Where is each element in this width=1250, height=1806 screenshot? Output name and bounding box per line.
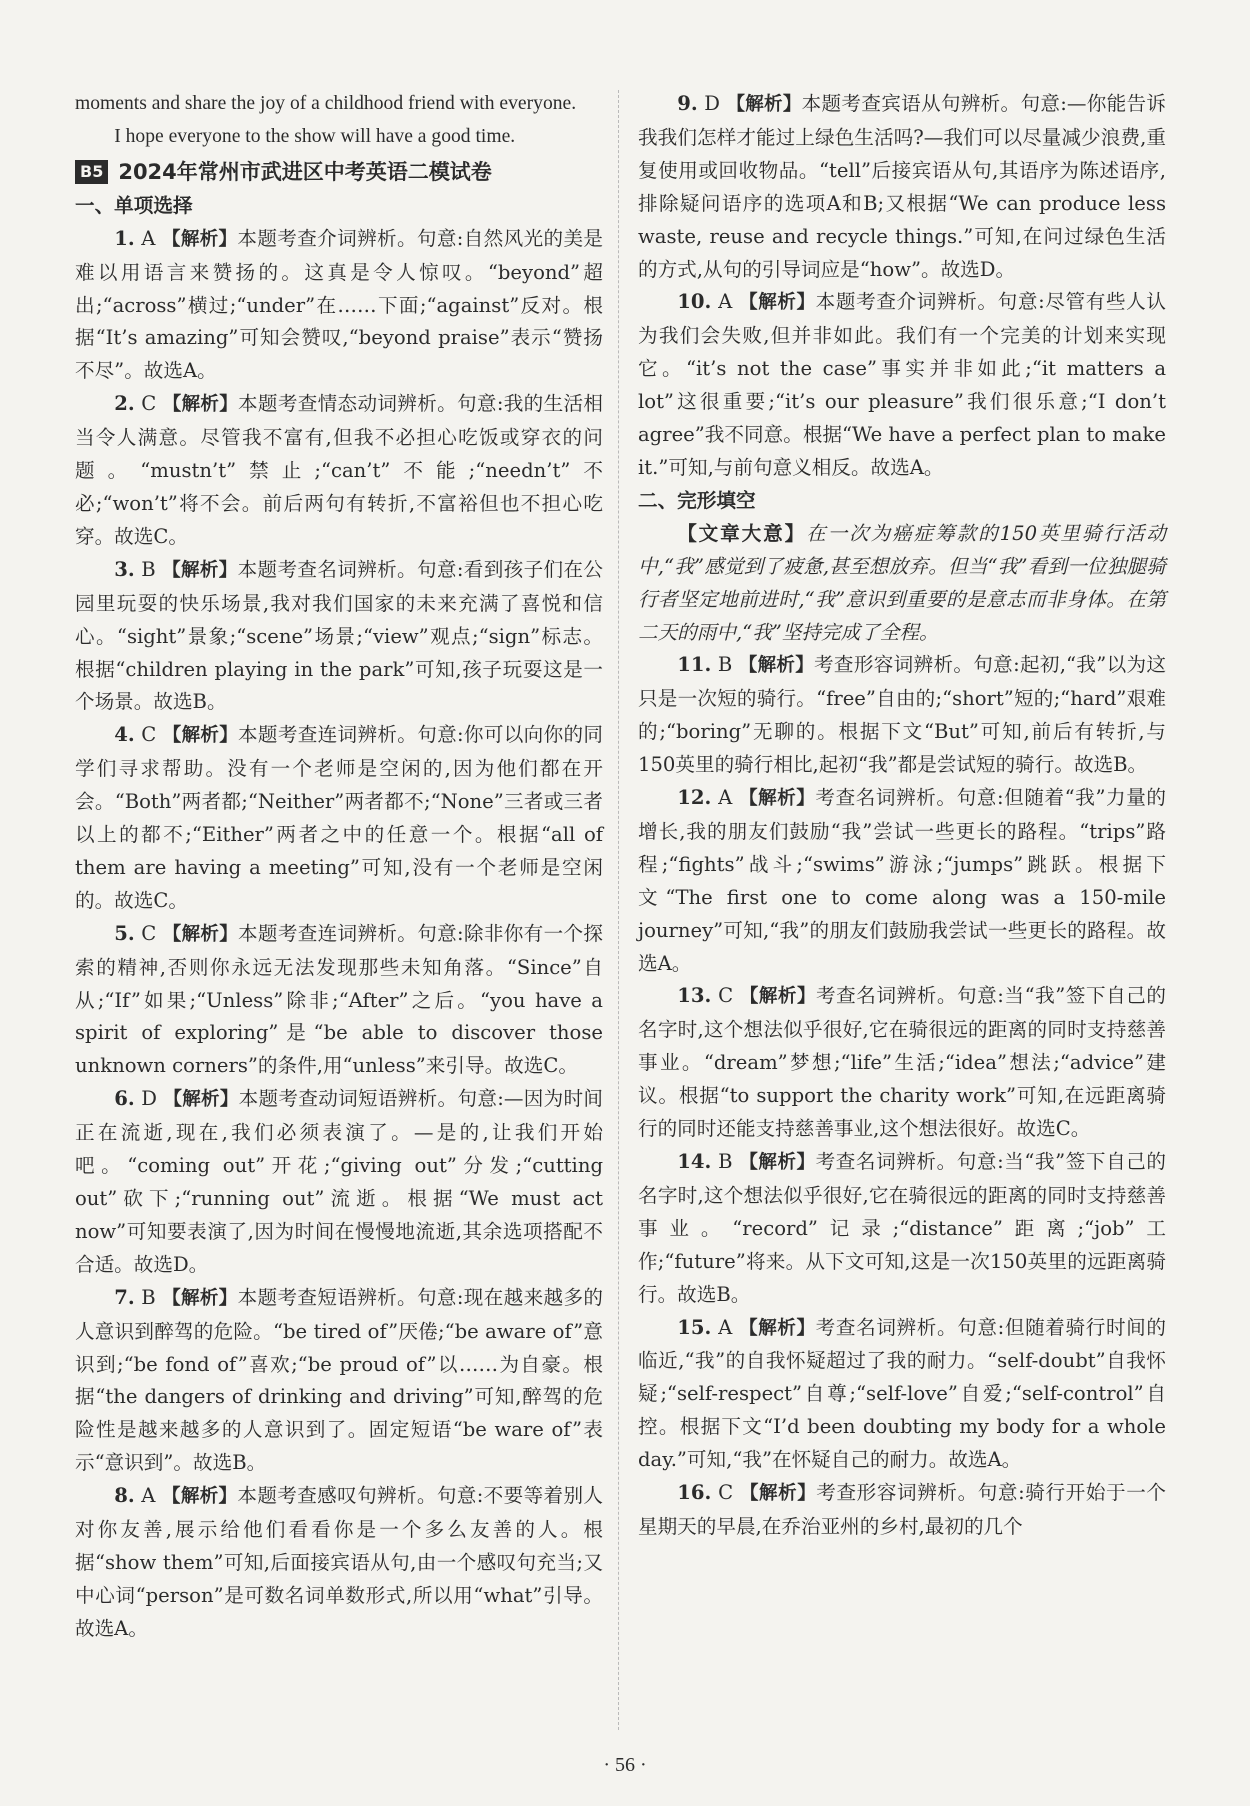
item-answer: A bbox=[718, 1315, 733, 1339]
item-text: 考查名词辨析。句意:当“我”签下自己的名字时,这个想法似乎很好,它在骑很远的距离的同时支持慈善事业。“dream”梦想;“life”生活;“idea”想法;“advice”建议。根据“to support the charity work”可知,在远距离骑行的同时还能支持慈善事业,这个想法很好。故选C。 bbox=[638, 984, 1166, 1141]
item-answer: B bbox=[718, 1150, 733, 1173]
summary-text: 在一次为癌症筹款的150英里骑行活动中,“我”感觉到了疲惫,甚至想放弃。但当“我”看到一位独腿骑行者坚定地前进时,“我”意识到重要的是意志而非身体。在第二天的雨中,“我”坚持完成了全程。 bbox=[638, 521, 1167, 644]
item-number: 4. bbox=[114, 723, 135, 747]
section-heading: 一、单项选择 bbox=[75, 193, 193, 217]
item-number: 15. bbox=[677, 1315, 712, 1339]
exam-badge: B5 bbox=[75, 160, 108, 184]
item-text: 考查名词辨析。句意:但随着“我”力量的增长,我的朋友们鼓励“我”尝试一些更长的路程。“trips”路程;“fights”战斗;“swims”游泳;“jumps”跳跃。根据下文“The first one to come along was a 150-mile journey”可知,“我”的朋友们鼓励我尝试一些更长的路程。故选A。 bbox=[638, 786, 1166, 975]
answer-item bbox=[638, 980, 1166, 1146]
analysis-tag: 【解析】 bbox=[739, 292, 816, 314]
answer-item bbox=[638, 88, 1166, 286]
item-answer: C bbox=[718, 984, 734, 1008]
analysis-tag: 【解析】 bbox=[162, 394, 239, 416]
item-answer: C bbox=[141, 723, 157, 747]
item-number: 12. bbox=[677, 786, 712, 810]
analysis-tag: 【解析】 bbox=[739, 1317, 816, 1339]
item-text: 考查形容词辨析。句意:起初,“我”以为这只是一次短的骑行。“free”自由的;“short”短的;“hard”艰难的;“boring”无聊的。根据下文“But”可知,前后有转折,与150英里的骑行相比,起初“我”都是尝试短的骑行。故选B。 bbox=[638, 653, 1166, 777]
item-answer: A bbox=[141, 226, 156, 250]
analysis-tag: 【解析】 bbox=[739, 1483, 817, 1505]
answer-item bbox=[75, 554, 603, 720]
item-text: 本题考查连词辨析。句意:除非你有一个探索的精神,否则你永远无法发现那些未知角落。“Since”自从;“If”如果;“Unless”除非;“After”之后。“you have a spirit of exploring”是“be able to discover those unknown corners”的条件,用“unless”来引导。故选C。 bbox=[75, 921, 603, 1078]
answer-item bbox=[75, 1282, 603, 1480]
item-number: 5. bbox=[114, 921, 135, 945]
analysis-tag: 【解析】 bbox=[162, 923, 239, 945]
analysis-tag: 【解析】 bbox=[739, 788, 816, 810]
item-answer: A bbox=[718, 786, 733, 810]
item-text: 本题考查动词短语辨析。句意:—因为时间正在流逝,现在,我们必须表演了。—是的,让我们开始吧。“coming out”开花;“giving out”分发;“cutting out”砍下;“running out”流逝。根据“We must act now”可知要表演了,因为时间在慢慢地流逝,其余选项搭配不合适。故选D。 bbox=[75, 1087, 603, 1276]
answer-item bbox=[75, 719, 603, 917]
item-number: 3. bbox=[114, 557, 135, 581]
answer-item bbox=[75, 1480, 603, 1646]
item-text: 本题考查连词辨析。句意:你可以向你的同学们寻求帮助。没有一个老师是空闲的,因为他们都在开会。“Both”两者都;“Neither”两者都不;“None”三者或三者以上的都不;“Either”两者之中的任意一个。根据“all of them are having a meeting”可知,没有一个老师是空闲的。故选C。 bbox=[75, 723, 603, 912]
answer-item bbox=[75, 388, 603, 554]
analysis-tag: 【解析】 bbox=[162, 559, 238, 581]
item-number: 2. bbox=[114, 392, 135, 416]
analysis-tag: 【解析】 bbox=[739, 1152, 816, 1173]
item-number: 10. bbox=[677, 290, 712, 314]
answer-item bbox=[638, 1146, 1166, 1312]
analysis-tag: 【解析】 bbox=[163, 1089, 239, 1111]
analysis-tag: 【解析】 bbox=[162, 228, 238, 250]
item-number: 7. bbox=[114, 1285, 135, 1309]
section-heading: 二、完形填空 bbox=[638, 488, 756, 512]
item-answer: C bbox=[141, 921, 157, 945]
item-number: 9. bbox=[677, 92, 698, 115]
item-text: 本题考查短语辨析。句意:现在越来越多的人意识到醉驾的危险。“be tired of”厌倦;“be aware of”意识到;“be fond of”喜欢;“be proud of”以……为自豪。根据“the dangers of drinking and driving”可知,醉驾的危险性是越来越多的人意识到了。固定短语“be ware of”表示“意识到”。故选B。 bbox=[75, 1285, 603, 1475]
item-text: 考查名词辨析。句意:当“我”签下自己的名字时,这个想法似乎很好,它在骑很远的距离的同时支持慈善事业。“record”记录;“distance”距离;“job”工作;“future”将来。从下文可知,这是一次150英里的远距离骑行。故选B。 bbox=[638, 1150, 1167, 1306]
analysis-tag: 【解析】 bbox=[162, 725, 239, 747]
item-number: 16. bbox=[677, 1481, 712, 1505]
item-number: 8. bbox=[114, 1484, 135, 1508]
answer-item bbox=[75, 918, 603, 1084]
column-divider bbox=[618, 90, 619, 1730]
item-answer: D bbox=[141, 1087, 157, 1111]
analysis-tag: 【解析】 bbox=[162, 1287, 238, 1309]
analysis-tag: 【解析】 bbox=[726, 94, 802, 115]
item-answer: A bbox=[718, 290, 733, 314]
item-answer: B bbox=[141, 557, 156, 581]
item-number: 6. bbox=[114, 1087, 135, 1111]
analysis-tag: 【解析】 bbox=[738, 655, 815, 677]
exam-title bbox=[75, 154, 603, 190]
item-text: 本题考查介词辨析。句意:自然风光的美是难以用语言来赞扬的。这真是令人惊叹。“beyond”超出;“across”横过;“under”在……下面;“against”反对。根据“It’s amazing”可知会赞叹,“beyond praise”表示“赞扬不尽”。故选A。 bbox=[75, 226, 603, 383]
exam-title-text: 2024年常州市武进区中考英语二模试卷 bbox=[118, 159, 492, 184]
left-column bbox=[75, 88, 603, 1646]
item-text: 本题考查宾语从句辨析。句意:—你能告诉我我们怎样才能过上绿色生活吗?—我们可以尽量减少浪费,重复使用或回收物品。“tell”后接宾语从句,其语序为陈述语序,排除疑问语序的选项A和B;又根据“We can produce less waste, reuse and recycle things.”可知,在问过绿色生活的方式,从句的引导词应是“how”。故选D。 bbox=[638, 92, 1166, 281]
item-answer: D bbox=[704, 92, 720, 115]
paragraph: moments and share the joy of a childhood friend with everyone. bbox=[75, 93, 577, 114]
item-text: 考查形容词辨析。句意:骑行开始于一个星期天的早晨,在乔治亚州的乡村,最初的几个 bbox=[638, 1481, 1166, 1538]
answer-item bbox=[638, 782, 1166, 980]
item-answer: A bbox=[141, 1484, 156, 1508]
summary-heading: 【文章大意】 bbox=[677, 521, 807, 545]
answer-item bbox=[75, 223, 603, 389]
item-number: 11. bbox=[677, 653, 712, 677]
item-number: 14. bbox=[677, 1150, 712, 1173]
answer-item bbox=[638, 1477, 1166, 1544]
answer-item bbox=[638, 649, 1166, 782]
answer-item bbox=[638, 1312, 1166, 1478]
analysis-tag: 【解析】 bbox=[162, 1486, 238, 1508]
answer-item bbox=[75, 1083, 603, 1281]
page-number: · 56 · bbox=[603, 1754, 647, 1776]
analysis-tag: 【解析】 bbox=[739, 986, 817, 1008]
item-text: 本题考查情态动词辨析。句意:我的生活相当令人满意。尽管我不富有,但我不必担心吃饭或穿衣的问题。“mustn’t”禁止;“can’t”不能;“needn’t”不必;“won’t”将不会。前后两句有转折,不富裕但也不担心吃穿。故选C。 bbox=[75, 392, 603, 548]
item-text: 考查名词辨析。句意:但随着骑行时间的临近,“我”的自我怀疑超过了我的耐力。“self-doubt”自我怀疑;“self-respect”自尊;“self-love”自爱;“self-control”自控。根据下文“I’d been doubting my body for a whole day.”可知,“我”在怀疑自己的耐力。故选A。 bbox=[638, 1315, 1166, 1472]
item-text: 本题考查介词辨析。句意:尽管有些人认为我们会失败,但并非如此。我们有一个完美的计划来实现它。“it’s not the case”事实并非如此;“it matters a lot”这很重要;“it’s our pleasure”我们很乐意;“I don’t agree”我不同意。根据“We have a perfect plan to make it.”可知,与前句意义相反。故选A。 bbox=[638, 290, 1166, 479]
paragraph: I hope everyone to the show will have a good time. bbox=[114, 125, 516, 147]
item-answer: C bbox=[718, 1481, 734, 1505]
answer-item bbox=[638, 286, 1166, 484]
right-column bbox=[638, 88, 1166, 1544]
item-answer: C bbox=[141, 392, 157, 416]
item-text: 本题考查感叹句辨析。句意:不要等着别人对你友善,展示给他们看看你是一个多么友善的人。根据“show them”可知,后面接宾语从句,由一个感叹句充当;又中心词“person”是可数名词单数形式,所以用“what”引导。故选A。 bbox=[75, 1484, 603, 1640]
item-text: 本题考查名词辨析。句意:看到孩子们在公园里玩耍的快乐场景,我对我们国家的未来充满了喜悦和信心。“sight”景象;“scene”场景;“view”观点;“sign”标志。根据“children playing in the park”可知,孩子玩耍这是一个场景。故选B。 bbox=[75, 557, 603, 714]
article-summary bbox=[638, 518, 1166, 650]
item-number: 13. bbox=[677, 984, 712, 1008]
item-answer: B bbox=[141, 1285, 156, 1309]
item-answer: B bbox=[717, 653, 733, 677]
item-number: 1. bbox=[114, 226, 135, 250]
